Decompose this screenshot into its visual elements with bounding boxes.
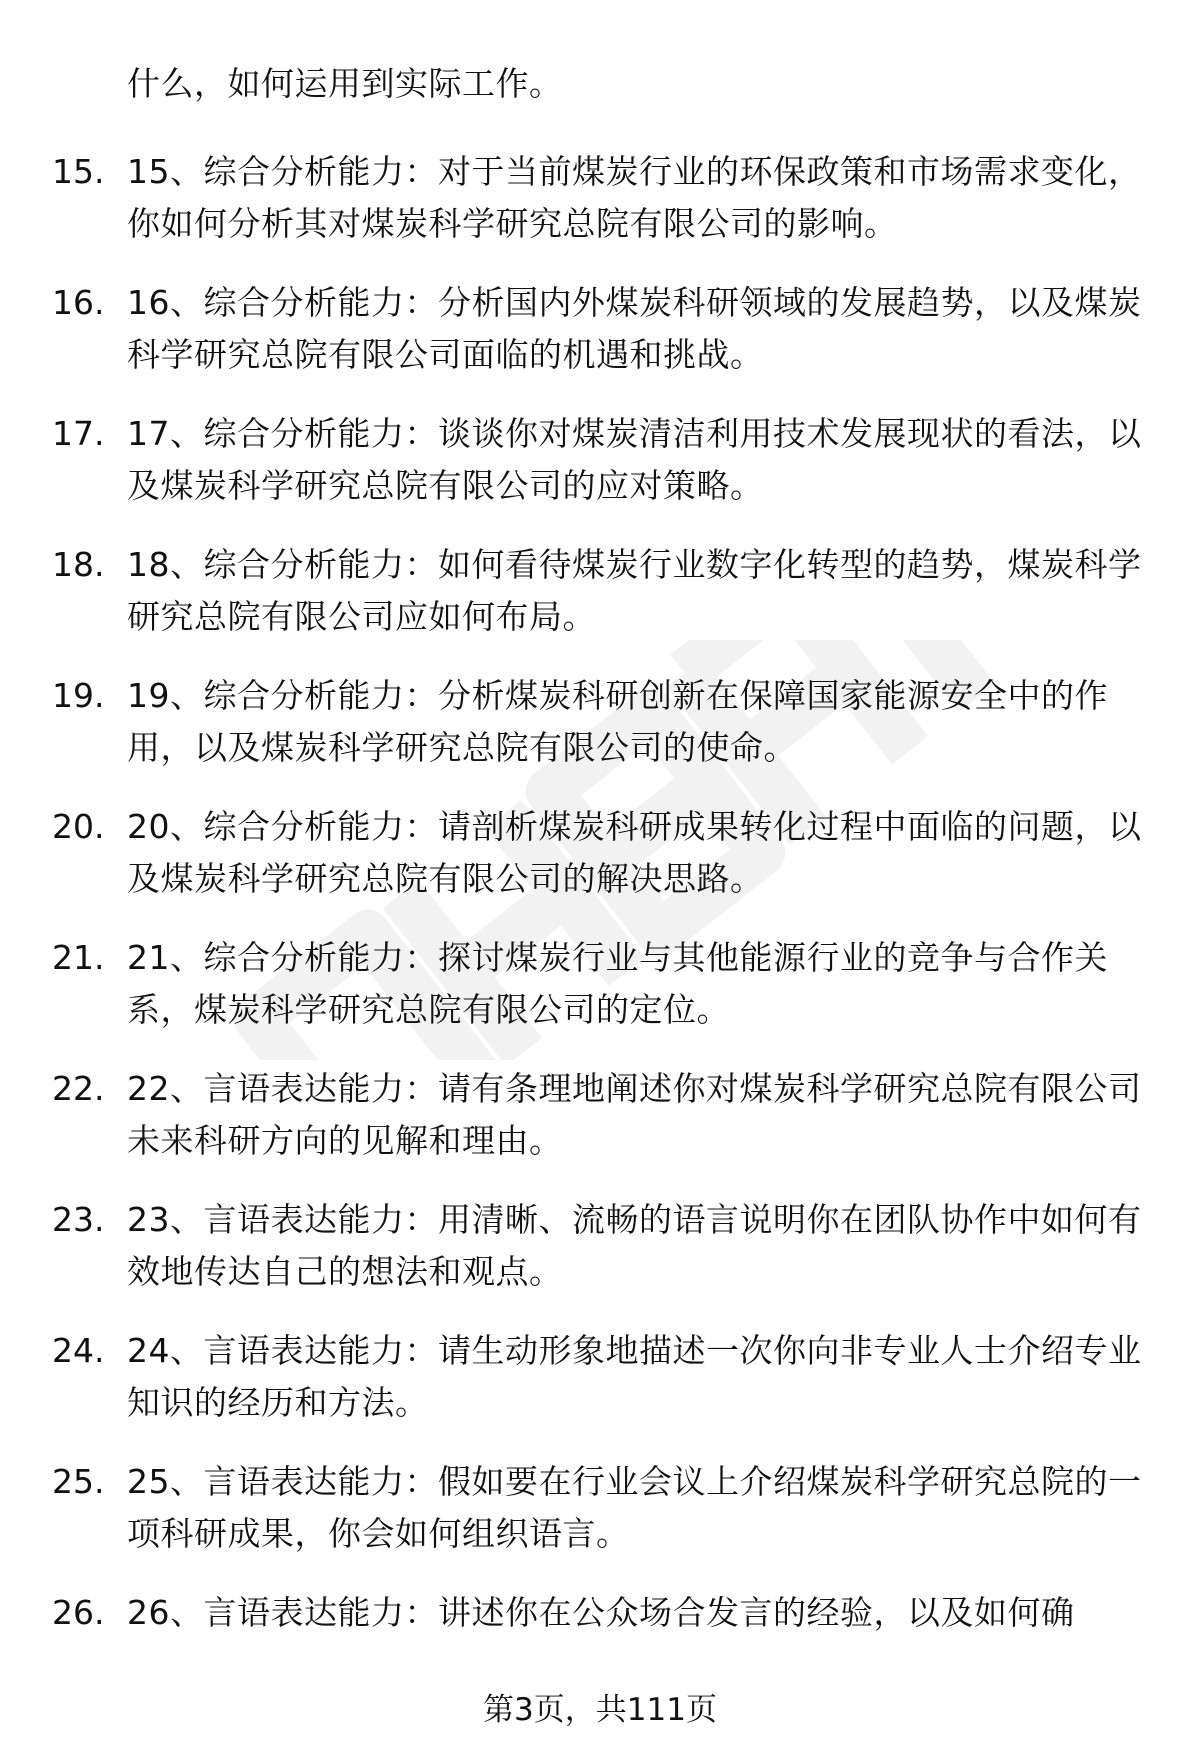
item-text: 19、综合分析能力：分析煤炭科研创新在保障国家能源安全中的作用，以及煤炭科学研究总院有限公司的使命。 <box>127 676 1108 767</box>
list-item <box>0 1063 1200 1194</box>
item-text: 24、言语表达能力：请生动形象地描述一次你向非专业人士介绍专业知识的经历和方法。 <box>127 1331 1142 1422</box>
list-item <box>0 146 1200 277</box>
item-text: 20、综合分析能力：请剖析煤炭科研成果转化过程中面临的问题，以及煤炭科学研究总院有限公司的解决思路。 <box>127 807 1142 898</box>
item-text: 22、言语表达能力：请有条理地阐述你对煤炭科学研究总院有限公司未来科研方向的见解和理由。 <box>127 1069 1142 1160</box>
continuation-text: 什么，如何运用到实际工作。 <box>127 64 563 103</box>
page-footer: 第3页，共111页 <box>483 1692 717 1728</box>
list-item <box>0 1194 1200 1325</box>
item-number: 23. <box>52 1200 105 1239</box>
item-text: 15、综合分析能力：对于当前煤炭行业的环保政策和市场需求变化，你如何分析其对煤炭科学研究总院有限公司的影响。 <box>127 152 1142 243</box>
item-number: 22. <box>52 1069 105 1108</box>
list-item <box>0 1456 1200 1587</box>
item-number: 25. <box>52 1462 105 1501</box>
item-number: 26. <box>52 1593 105 1632</box>
question-list <box>0 146 1200 1718</box>
list-item <box>0 1325 1200 1456</box>
item-text: 18、综合分析能力：如何看待煤炭行业数字化转型的趋势，煤炭科学研究总院有限公司应如何布局。 <box>127 545 1142 636</box>
list-item <box>0 408 1200 539</box>
item-text: 26、言语表达能力：讲述你在公众场合发言的经验，以及如何确 <box>127 1593 1075 1632</box>
list-item <box>0 277 1200 408</box>
list-item <box>0 801 1200 932</box>
item-number: 18. <box>52 545 105 584</box>
item-number: 15. <box>52 152 105 191</box>
item-text: 17、综合分析能力：谈谈你对煤炭清洁利用技术发展现状的看法，以及煤炭科学研究总院有限公司的应对策略。 <box>127 414 1142 505</box>
item-text: 16、综合分析能力：分析国内外煤炭科研领域的发展趋势，以及煤炭科学研究总院有限公司面临的机遇和挑战。 <box>127 283 1142 374</box>
item-text: 25、言语表达能力：假如要在行业会议上介绍煤炭科学研究总院的一项科研成果，你会如何组织语言。 <box>127 1462 1142 1553</box>
list-item <box>0 932 1200 1063</box>
item-text: 21、综合分析能力：探讨煤炭行业与其他能源行业的竞争与合作关系，煤炭科学研究总院有限公司的定位。 <box>127 938 1108 1029</box>
list-item <box>0 539 1200 670</box>
item-number: 21. <box>52 938 105 977</box>
item-number: 17. <box>52 414 105 453</box>
list-item <box>0 670 1200 801</box>
item-number: 19. <box>52 676 105 715</box>
item-text: 23、言语表达能力：用清晰、流畅的语言说明你在团队协作中如何有效地传达自己的想法和观点。 <box>127 1200 1142 1291</box>
item-number: 16. <box>52 283 105 322</box>
item-number: 20. <box>52 807 105 846</box>
item-number: 24. <box>52 1331 105 1370</box>
